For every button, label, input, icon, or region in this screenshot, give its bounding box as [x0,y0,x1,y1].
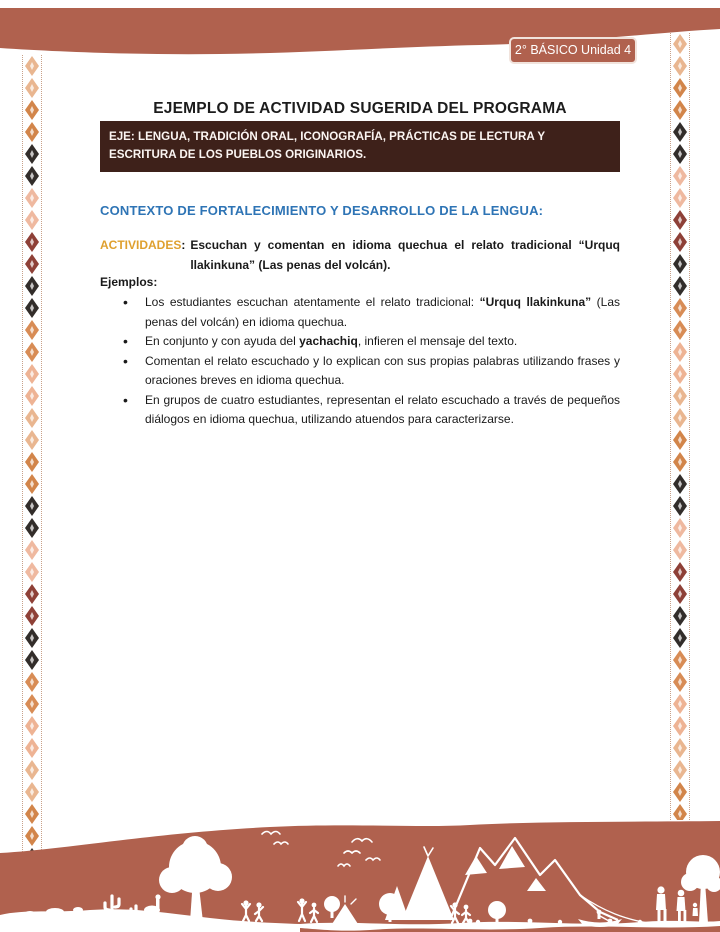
activities-row [100,236,620,275]
textile-diamond-motif [23,121,41,143]
textile-diamond-motif [23,231,41,253]
textile-diamond-motif [671,209,689,231]
textile-diamond-motif [671,627,689,649]
textile-diamond-motif [671,165,689,187]
text-segment: Los estudiantes escuchan atentamente el relato tradicional: [145,295,480,309]
activities-colon: : [181,238,186,252]
unit-badge-label: 2° BÁSICO Unidad 4 [514,43,632,57]
textile-diamond-motif [671,363,689,385]
textile-diamond-motif [23,583,41,605]
textile-diamond-motif [23,473,41,495]
textile-diamond-motif [23,55,41,77]
textile-diamond-motif [671,143,689,165]
text-segment: Comentan el relato escuchado y lo explican con sus propias palabras utilizando frases y oraciones breves en idioma quechua. [145,353,620,387]
activities-label: ACTIVIDADES [100,238,182,252]
rock [73,907,83,913]
list-item [100,332,620,352]
textile-diamond-motif [23,781,41,803]
rock [46,908,64,916]
textile-diamond-motif [23,539,41,561]
right-border-pattern [670,33,690,820]
textile-diamond-motif [23,143,41,165]
footer-illustration [0,820,720,932]
textile-diamond-motif [23,627,41,649]
textile-diamond-motif [23,209,41,231]
textile-diamond-motif [671,77,689,99]
textile-diamond-motif [671,55,689,77]
textile-diamond-motif [671,605,689,627]
textile-diamond-motif [23,693,41,715]
textile-diamond-motif [671,781,689,803]
textile-diamond-motif [671,671,689,693]
textile-diamond-motif [23,385,41,407]
textile-diamond-motif [671,539,689,561]
activities-text: Escuchan y comentan en idioma quechua el relato tradicional “Urquq llakinkuna” (Las penas del volcán). [190,238,620,272]
textile-diamond-motif [23,517,41,539]
eje-banner: EJE: LENGUA, TRADICIÓN ORAL, ICONOGRAFÍA, PRÁCTICAS DE LECTURA Y ESCRITURA DE LOS PUEBLOS ORIGINARIOS. [100,121,620,172]
textile-diamond-motif [671,385,689,407]
textile-diamond-motif [671,517,689,539]
textile-diamond-motif [671,429,689,451]
textile-diamond-motif [23,275,41,297]
textile-diamond-motif [671,33,689,55]
footer-landscape-graphic [0,820,720,932]
textile-diamond-motif [23,737,41,759]
text-segment: “Urquq llakinkuna” [479,295,592,309]
text-segment: , infieren el mensaje del texto. [357,334,518,348]
textile-diamond-motif [671,451,689,473]
textile-diamond-motif [671,649,689,671]
list-item [100,391,620,430]
textile-diamond-motif [671,297,689,319]
textile-diamond-motif [671,407,689,429]
textile-diamond-motif [671,231,689,253]
textile-diamond-motif [23,363,41,385]
textile-diamond-motif [671,561,689,583]
text-segment: En grupos de cuatro estudiantes, representan el relato escuchado a través de pequeños diálogos en idioma quechua, utilizando atuendos para caracterizarse. [145,392,620,426]
unit-badge [509,37,637,64]
textile-diamond-motif [23,77,41,99]
textile-diamond-motif [671,473,689,495]
textile-diamond-motif [671,693,689,715]
textile-diamond-motif [23,451,41,473]
examples-label: Ejemplos: [100,275,158,289]
textile-diamond-motif [671,121,689,143]
textile-diamond-motif [23,319,41,341]
textile-diamond-motif [23,429,41,451]
textile-diamond-motif [23,341,41,363]
textile-diamond-motif [23,187,41,209]
textile-diamond-motif [23,165,41,187]
textile-diamond-motif [23,649,41,671]
textile-diamond-motif [23,99,41,121]
context-heading: CONTEXTO DE FORTALECIMIENTO Y DESARROLLO DE LA LENGUA: [100,203,544,218]
examples-bullet-list [100,293,620,430]
textile-diamond-motif [671,759,689,781]
textile-diamond-motif [671,583,689,605]
textile-diamond-motif [671,803,689,820]
textile-diamond-motif [23,715,41,737]
textile-diamond-motif [23,297,41,319]
page-title: EJEMPLO DE ACTIVIDAD SUGERIDA DEL PROGRAMA [153,100,567,118]
textile-diamond-motif [671,319,689,341]
rock [24,911,36,917]
textile-diamond-motif [23,253,41,275]
textile-diamond-motif [671,187,689,209]
textile-diamond-motif [23,759,41,781]
textile-diamond-motif [671,253,689,275]
list-item [100,352,620,391]
textile-diamond-motif [23,407,41,429]
text-segment: yachachiq [299,334,358,348]
textile-diamond-motif [23,495,41,517]
textile-diamond-motif [671,495,689,517]
textile-diamond-motif [23,605,41,627]
textile-diamond-motif [23,671,41,693]
left-border-pattern [22,55,42,852]
text-segment: (Las penas del volcán) en idioma quechua. [145,295,620,329]
textile-diamond-motif [671,341,689,363]
text-segment: En conjunto y con ayuda del [145,334,300,348]
textile-diamond-motif [671,275,689,297]
textile-diamond-motif [671,99,689,121]
textile-diamond-motif [671,737,689,759]
textile-diamond-motif [671,715,689,737]
list-item [100,293,620,332]
textile-diamond-motif [23,561,41,583]
